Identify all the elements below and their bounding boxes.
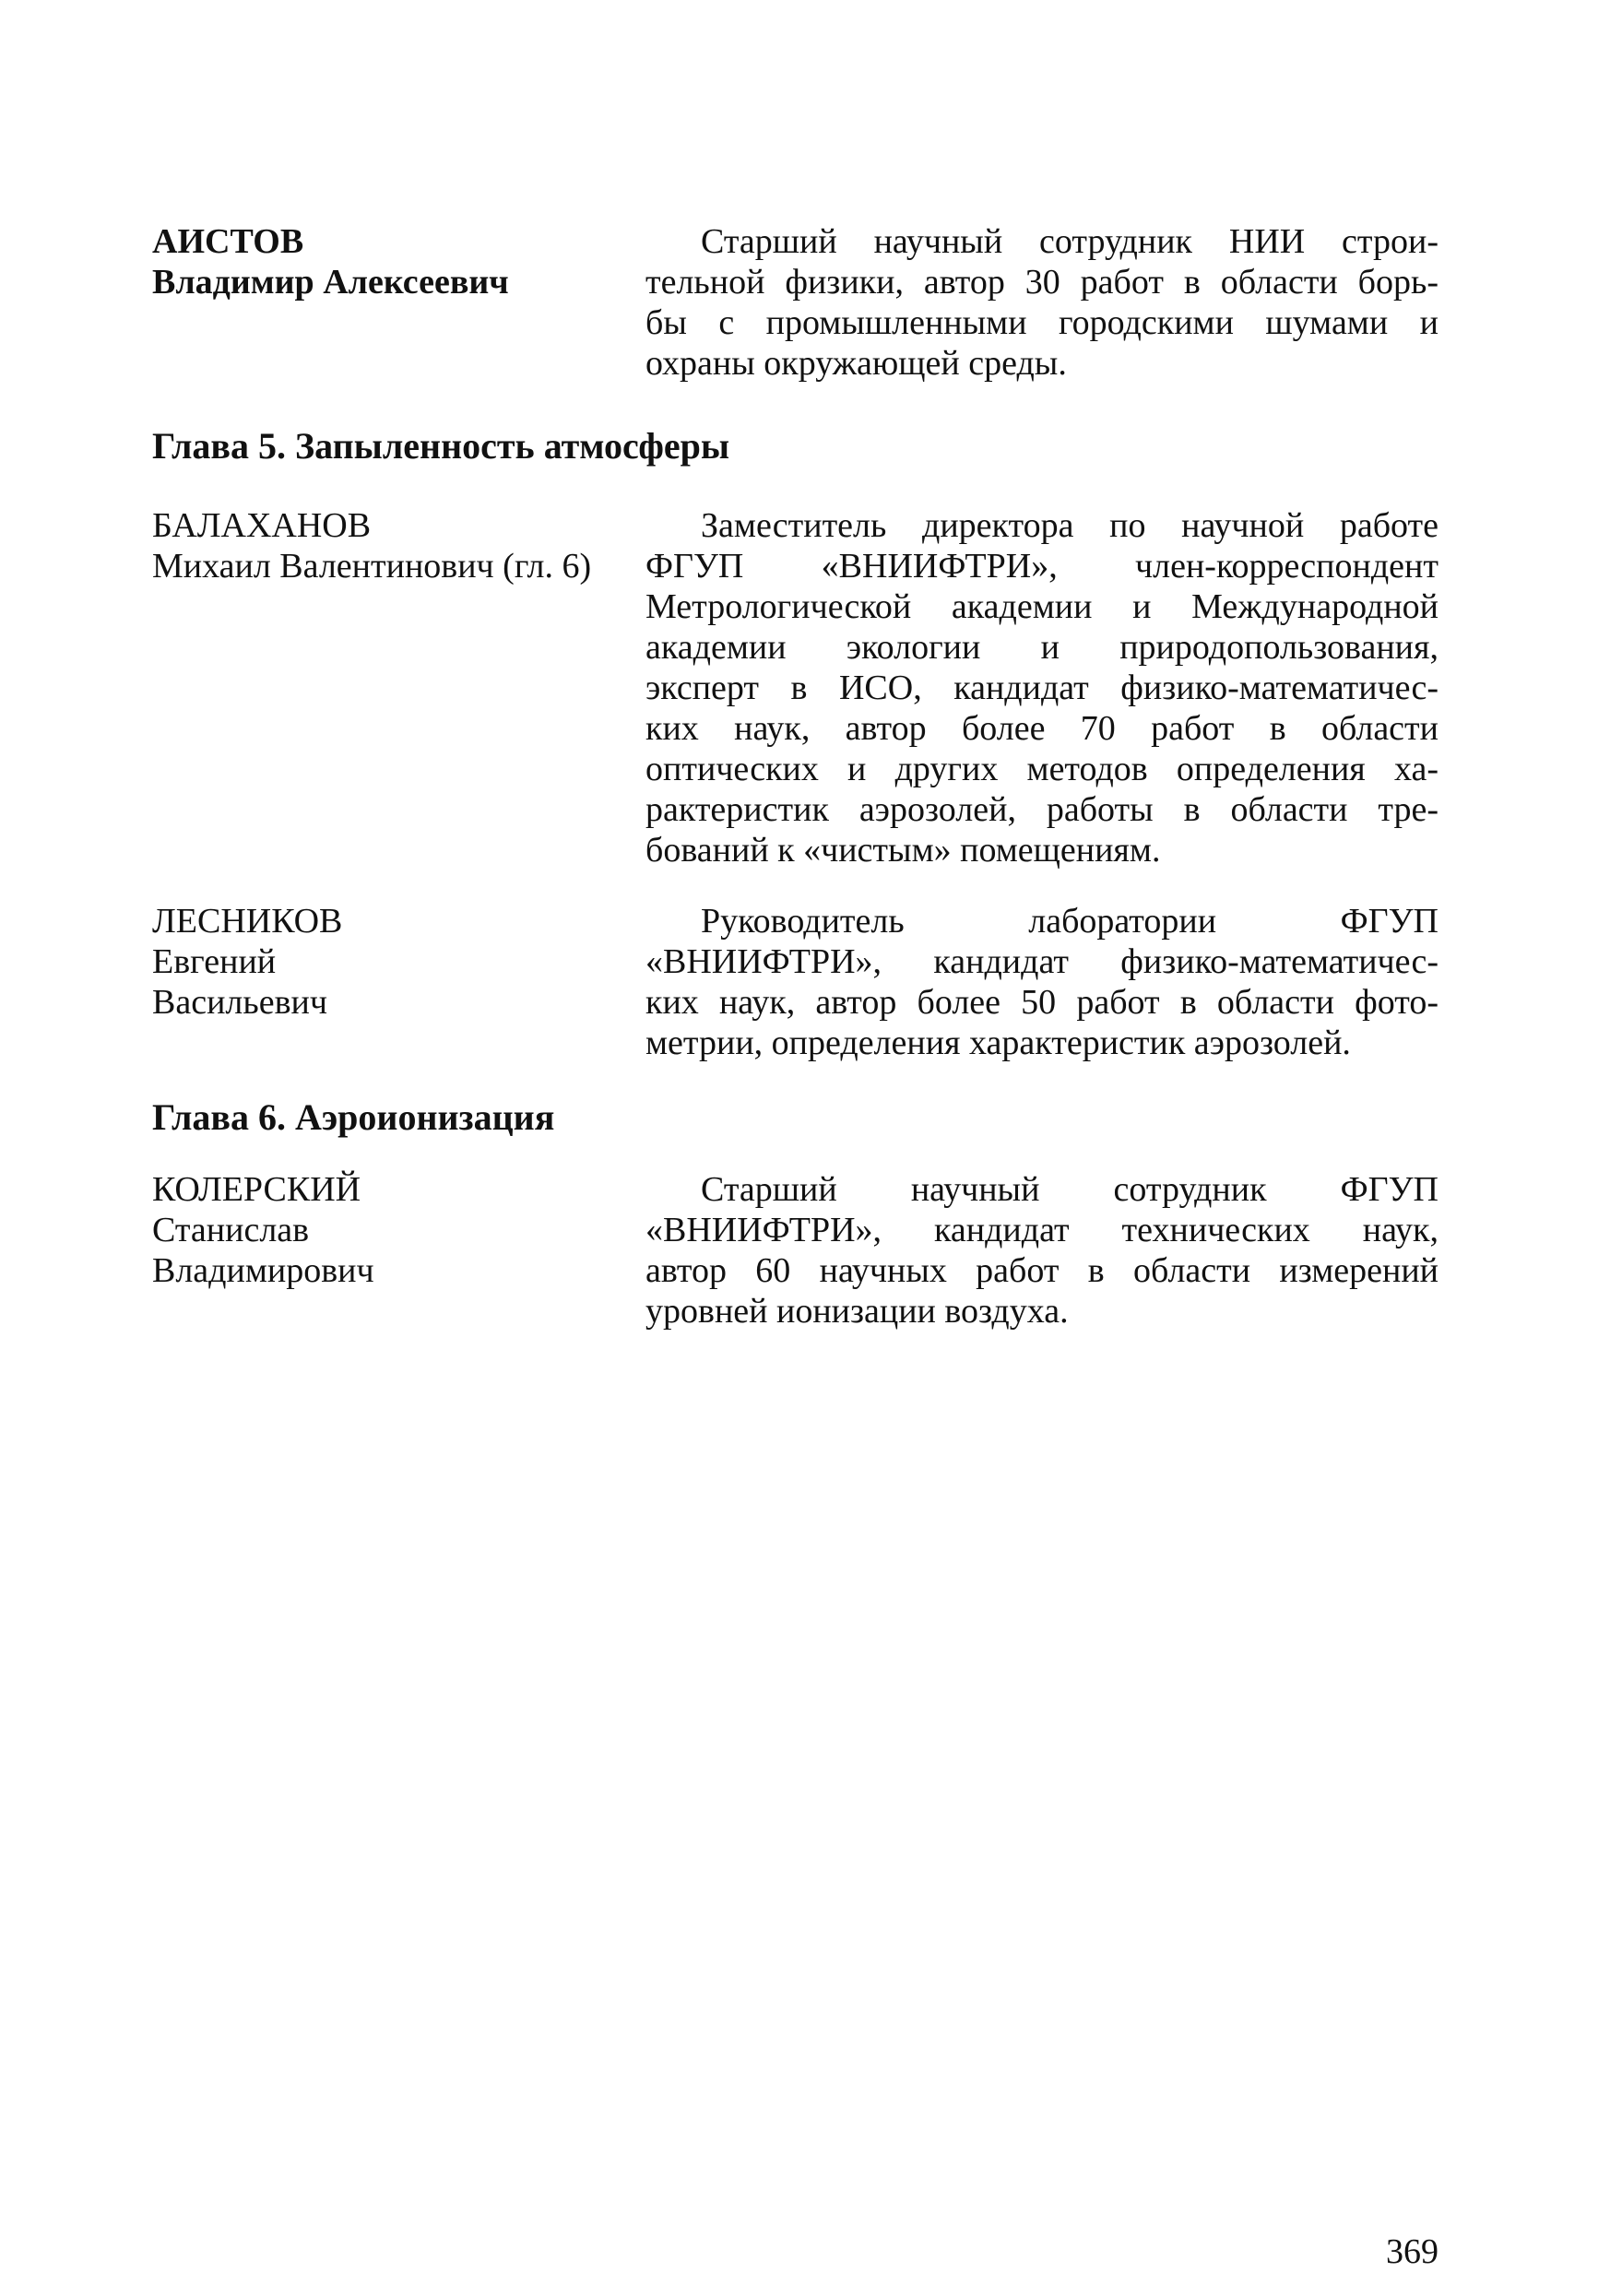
bio-line: уровней ионизации воздуха. [645,1292,1069,1331]
author-surname: АИСТОВ [152,222,304,261]
author-patronymic: Владимирович [152,1251,374,1290]
bio-line: бы с промышленными городскими шумами и [645,303,1438,342]
author-given-names: Михаил Валентинович (гл. 6) [152,547,592,586]
author-surname: БАЛАХАНОВ [152,506,372,545]
chapter-heading-5: Глава 5. Запыленность атмосферы [152,425,730,467]
author-bio [645,505,1438,870]
author-given-names: Станислав [152,1211,310,1249]
bio-line: Руководитель лаборатории ФГУП [701,902,1438,941]
bio-line: Старший научный сотрудник ФГУП [701,1170,1438,1209]
bio-line: «ВНИИФТРИ», кандидат физико-математичес- [645,942,1438,981]
bio-line: эксперт в ИСО, кандидат физико-математичес- [645,669,1438,707]
author-name [152,505,632,586]
author-given-names: Евгений [152,942,277,981]
bio-line: ких наук, автор более 50 работ в области фото- [645,983,1438,1022]
bio-line: ких наук, автор более 70 работ в области [645,709,1438,748]
bio-line: оптических и других методов определения ха- [645,750,1438,788]
bio-line: Метрологической академии и Международной [645,587,1438,626]
bio-line: тельной физики, автор 30 работ в области борь- [645,263,1438,302]
author-name [152,221,632,302]
bio-line: охраны окружающей среды. [645,344,1067,383]
bio-line: «ВНИИФТРИ», кандидат технических наук, [645,1211,1438,1249]
author-name [152,901,632,1023]
bio-line: ФГУП «ВНИИФТРИ», член-корреспондент [645,547,1438,586]
bio-line: рактеристик аэрозолей, работы в области тре- [645,790,1438,829]
author-surname: ЛЕСНИКОВ [152,902,343,941]
chapter-heading-6: Глава 6. Аэроионизация [152,1096,555,1138]
bio-line: метрии, определения характеристик аэрозолей. [645,1024,1351,1062]
page-number: 369 [1386,2232,1438,2271]
author-name [152,1169,632,1291]
author-bio [645,901,1438,1063]
bio-line: автор 60 научных работ в области измерений [645,1251,1438,1290]
author-bio [645,221,1438,384]
bio-line: Заместитель директора по научной работе [701,506,1438,545]
author-given-names: Владимир Алексеевич [152,263,509,302]
author-patronymic: Васильевич [152,983,327,1022]
bio-line: академии экологии и природопользования, [645,628,1438,667]
author-surname: КОЛЕРСКИЙ [152,1170,361,1209]
bio-line: Старший научный сотрудник НИИ строи- [701,222,1438,261]
bio-line: бований к «чистым» помещениям. [645,831,1161,870]
author-bio [645,1169,1438,1331]
